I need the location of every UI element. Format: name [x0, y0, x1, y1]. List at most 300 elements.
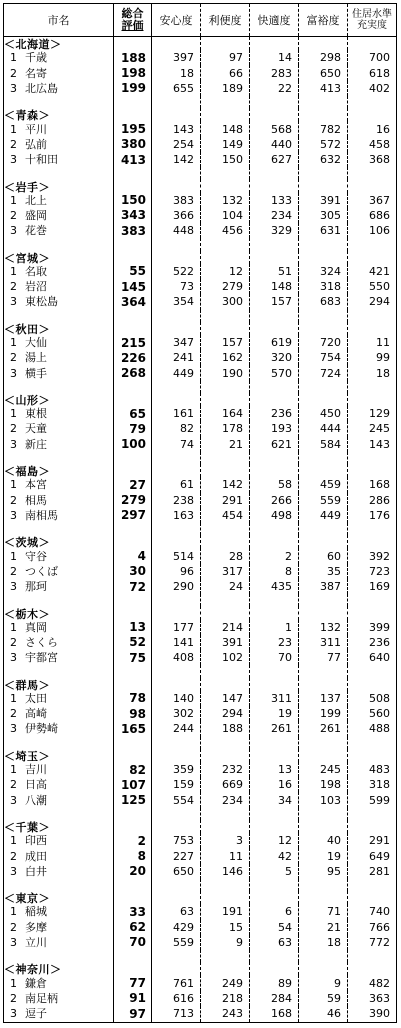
header-total-score	[114, 4, 152, 37]
safety-score: 63	[152, 904, 201, 919]
spacer-cell	[201, 950, 250, 962]
comfort-score: 498	[250, 508, 299, 523]
wealth-score: 71	[299, 904, 348, 919]
safety-score: 161	[152, 406, 201, 421]
wealth-score: 650	[299, 65, 348, 80]
header-total-line1: 総合	[121, 7, 144, 20]
empty-cell	[152, 820, 201, 833]
city-rank: 3	[10, 81, 17, 95]
wealth-score: 754	[299, 350, 348, 365]
total-score: 188	[114, 50, 152, 65]
city-name: 天童	[25, 422, 47, 436]
spacer-cell	[299, 452, 348, 464]
spacer-cell	[114, 737, 152, 749]
comfort-score: 236	[250, 406, 299, 421]
empty-cell	[152, 749, 201, 762]
table-row	[4, 335, 397, 350]
spacer-cell	[4, 665, 114, 677]
spacer-cell	[250, 523, 299, 535]
empty-cell	[250, 179, 299, 192]
empty-cell	[250, 37, 299, 51]
total-score: 107	[114, 777, 152, 792]
total-score: 364	[114, 294, 152, 309]
spacer-cell	[250, 950, 299, 962]
group-spacer	[4, 310, 397, 322]
city-rank: 1	[10, 264, 17, 278]
prefecture-name: ＜青森＞	[4, 109, 50, 122]
convenience-score: 188	[201, 721, 250, 736]
city-name: 大仙	[25, 336, 47, 350]
spacer-cell	[114, 808, 152, 820]
wealth-score: 19	[299, 848, 348, 863]
housing-score: 106	[348, 223, 397, 238]
total-score: 198	[114, 65, 152, 80]
city-cell	[4, 975, 114, 990]
spacer-cell	[4, 452, 114, 464]
wealth-score: 198	[299, 777, 348, 792]
header-housing-line2: 充実度	[357, 20, 387, 31]
city-rank: 1	[10, 478, 17, 492]
wealth-score: 391	[299, 193, 348, 208]
housing-score: 740	[348, 904, 397, 919]
table-row	[4, 477, 397, 492]
empty-cell	[250, 535, 299, 548]
city-cell	[4, 193, 114, 208]
wealth-score: 199	[299, 706, 348, 721]
empty-cell	[299, 108, 348, 121]
convenience-score: 24	[201, 579, 250, 594]
empty-cell	[348, 393, 397, 406]
city-name: 伊勢崎	[25, 722, 58, 736]
prefecture-row	[4, 962, 397, 975]
empty-cell	[114, 251, 152, 264]
group-spacer	[4, 452, 397, 464]
spacer-cell	[348, 879, 397, 891]
city-rank: 3	[10, 153, 17, 167]
total-score: 70	[114, 935, 152, 950]
housing-score: 723	[348, 564, 397, 579]
city-cell	[4, 777, 114, 792]
prefecture-row	[4, 749, 397, 762]
city-cell	[4, 406, 114, 421]
comfort-score: 148	[250, 279, 299, 294]
safety-score: 96	[152, 564, 201, 579]
spacer-cell	[201, 594, 250, 606]
city-cell	[4, 721, 114, 736]
spacer-cell	[201, 737, 250, 749]
total-score: 145	[114, 279, 152, 294]
table-row	[4, 548, 397, 563]
wealth-score: 137	[299, 691, 348, 706]
spacer-cell	[114, 167, 152, 179]
table-row	[4, 193, 397, 208]
empty-cell	[348, 464, 397, 477]
city-rank: 1	[10, 193, 17, 207]
empty-cell	[152, 891, 201, 904]
total-score: 413	[114, 152, 152, 167]
wealth-score: 40	[299, 833, 348, 848]
empty-cell	[348, 179, 397, 192]
city-name: 名寄	[25, 66, 47, 80]
convenience-score: 214	[201, 620, 250, 635]
prefecture-name: ＜福島＞	[4, 465, 50, 478]
city-name: 成田	[25, 849, 47, 863]
header-total-line2: 評価	[121, 19, 144, 32]
spacer-cell	[299, 879, 348, 891]
prefecture-row	[4, 251, 397, 264]
safety-score: 73	[152, 279, 201, 294]
city-cell	[4, 50, 114, 65]
city-rank: 1	[10, 51, 17, 65]
table-row	[4, 691, 397, 706]
safety-score: 753	[152, 833, 201, 848]
city-cell	[4, 635, 114, 650]
table-row	[4, 50, 397, 65]
table-row	[4, 792, 397, 807]
city-rank: 2	[10, 991, 17, 1005]
table-row	[4, 904, 397, 919]
empty-cell	[201, 464, 250, 477]
prefecture-name: ＜宮城＞	[4, 251, 50, 264]
housing-score: 291	[348, 833, 397, 848]
empty-cell	[250, 251, 299, 264]
total-score: 226	[114, 350, 152, 365]
spacer-cell	[250, 737, 299, 749]
total-score: 33	[114, 904, 152, 919]
city-rank: 1	[10, 763, 17, 777]
empty-cell	[114, 749, 152, 762]
city-rank: 2	[10, 564, 17, 578]
spacer-cell	[250, 310, 299, 322]
wealth-score: 720	[299, 335, 348, 350]
spacer-cell	[348, 594, 397, 606]
empty-cell	[348, 749, 397, 762]
total-score: 62	[114, 920, 152, 935]
comfort-score: 320	[250, 350, 299, 365]
wealth-score: 298	[299, 50, 348, 65]
comfort-score: 13	[250, 762, 299, 777]
housing-score: 368	[348, 152, 397, 167]
city-cell	[4, 991, 114, 1006]
empty-cell	[201, 962, 250, 975]
housing-score: 16	[348, 121, 397, 136]
spacer-cell	[201, 96, 250, 108]
total-score: 27	[114, 477, 152, 492]
wealth-score: 782	[299, 121, 348, 136]
safety-score: 650	[152, 864, 201, 879]
city-rank: 1	[10, 407, 17, 421]
convenience-score: 11	[201, 848, 250, 863]
spacer-cell	[201, 381, 250, 393]
prefecture-name: ＜北海道＞	[4, 38, 62, 51]
empty-cell	[299, 393, 348, 406]
wealth-score: 724	[299, 365, 348, 380]
empty-cell	[348, 535, 397, 548]
comfort-score: 568	[250, 121, 299, 136]
comfort-score: 22	[250, 81, 299, 96]
table-row	[4, 493, 397, 508]
safety-score: 302	[152, 706, 201, 721]
group-spacer	[4, 665, 397, 677]
city-rank: 2	[10, 635, 17, 649]
empty-cell	[114, 678, 152, 691]
comfort-score: 261	[250, 721, 299, 736]
spacer-cell	[114, 523, 152, 535]
convenience-score: 162	[201, 350, 250, 365]
convenience-score: 234	[201, 792, 250, 807]
prefecture-row	[4, 535, 397, 548]
spacer-cell	[4, 879, 114, 891]
city-cell	[4, 477, 114, 492]
empty-cell	[114, 606, 152, 619]
total-score: 383	[114, 223, 152, 238]
prefecture-name: ＜山形＞	[4, 394, 50, 407]
city-rank: 2	[10, 280, 17, 294]
empty-cell	[114, 891, 152, 904]
safety-score: 244	[152, 721, 201, 736]
empty-cell	[152, 678, 201, 691]
convenience-score: 279	[201, 279, 250, 294]
table-row	[4, 223, 397, 238]
comfort-score: 329	[250, 223, 299, 238]
city-cell	[4, 365, 114, 380]
city-rank: 1	[10, 336, 17, 350]
prefecture-row	[4, 606, 397, 619]
city-cell	[4, 437, 114, 452]
housing-score: 129	[348, 406, 397, 421]
city-rank: 2	[10, 920, 17, 934]
housing-score: 550	[348, 279, 397, 294]
city-cell	[4, 137, 114, 152]
total-score: 2	[114, 833, 152, 848]
city-name: 盛岡	[25, 208, 47, 222]
spacer-cell	[250, 594, 299, 606]
city-name: 千歳	[25, 51, 47, 65]
spacer-cell	[299, 96, 348, 108]
housing-score: 318	[348, 777, 397, 792]
table-row	[4, 421, 397, 436]
safety-score: 82	[152, 421, 201, 436]
city-name: 太田	[25, 691, 47, 705]
city-cell	[4, 579, 114, 594]
prefecture-name: ＜茨城＞	[4, 536, 50, 549]
wealth-score: 584	[299, 437, 348, 452]
wealth-score: 459	[299, 477, 348, 492]
comfort-score: 54	[250, 920, 299, 935]
spacer-cell	[152, 310, 201, 322]
housing-score: 286	[348, 493, 397, 508]
comfort-score: 435	[250, 579, 299, 594]
city-name: 北上	[25, 193, 47, 207]
safety-score: 366	[152, 208, 201, 223]
total-score: 343	[114, 208, 152, 223]
empty-cell	[299, 962, 348, 975]
comfort-score: 16	[250, 777, 299, 792]
convenience-score: 391	[201, 635, 250, 650]
city-name: 高崎	[25, 707, 47, 721]
comfort-score: 1	[250, 620, 299, 635]
spacer-cell	[299, 950, 348, 962]
housing-score: 99	[348, 350, 397, 365]
empty-cell	[114, 464, 152, 477]
city-cell	[4, 935, 114, 950]
prefecture-name: ＜神奈川＞	[4, 963, 62, 976]
city-rank: 3	[10, 224, 17, 238]
spacer-cell	[4, 523, 114, 535]
header-comfort: 快適度	[250, 4, 299, 37]
housing-score: 483	[348, 762, 397, 777]
empty-cell	[299, 535, 348, 548]
city-name: 北広島	[25, 81, 58, 95]
comfort-score: 133	[250, 193, 299, 208]
prefecture-name: ＜栃木＞	[4, 607, 50, 620]
safety-score: 383	[152, 193, 201, 208]
spacer-cell	[348, 523, 397, 535]
comfort-score: 627	[250, 152, 299, 167]
total-score: 165	[114, 721, 152, 736]
city-name: 湯上	[25, 351, 47, 365]
prefecture-name: ＜千葉＞	[4, 821, 50, 834]
table-row	[4, 208, 397, 223]
spacer-cell	[348, 665, 397, 677]
wealth-score: 318	[299, 279, 348, 294]
wealth-score: 324	[299, 264, 348, 279]
housing-score: 168	[348, 477, 397, 492]
spacer-cell	[152, 523, 201, 535]
table-row	[4, 350, 397, 365]
table-row	[4, 121, 397, 136]
prefecture-row	[4, 820, 397, 833]
comfort-score: 42	[250, 848, 299, 863]
city-name: 東根	[25, 407, 47, 421]
empty-cell	[250, 108, 299, 121]
wealth-score: 311	[299, 635, 348, 650]
spacer-cell	[250, 238, 299, 250]
table-row	[4, 65, 397, 80]
empty-cell	[299, 891, 348, 904]
spacer-cell	[152, 381, 201, 393]
housing-score: 143	[348, 437, 397, 452]
comfort-score: 63	[250, 935, 299, 950]
total-score: 97	[114, 1006, 152, 1023]
wealth-score: 444	[299, 421, 348, 436]
comfort-score: 89	[250, 975, 299, 990]
city-name: 那珂	[25, 580, 47, 594]
total-score: 125	[114, 792, 152, 807]
safety-score: 448	[152, 223, 201, 238]
convenience-score: 15	[201, 920, 250, 935]
group-spacer	[4, 808, 397, 820]
city-name: さくら	[25, 635, 58, 649]
wealth-score: 559	[299, 493, 348, 508]
safety-score: 227	[152, 848, 201, 863]
table-row	[4, 564, 397, 579]
spacer-cell	[114, 381, 152, 393]
housing-score: 772	[348, 935, 397, 950]
city-rank: 2	[10, 849, 17, 863]
convenience-score: 150	[201, 152, 250, 167]
housing-score: 508	[348, 691, 397, 706]
safety-score: 655	[152, 81, 201, 96]
city-rank: 1	[10, 122, 17, 136]
spacer-cell	[299, 808, 348, 820]
city-rank: 1	[10, 905, 17, 919]
spacer-cell	[348, 808, 397, 820]
convenience-score: 232	[201, 762, 250, 777]
city-name: 稲城	[25, 905, 47, 919]
wealth-score: 18	[299, 935, 348, 950]
safety-score: 238	[152, 493, 201, 508]
empty-cell	[299, 322, 348, 335]
group-spacer	[4, 879, 397, 891]
table-row	[4, 294, 397, 309]
city-name: 多摩	[25, 920, 47, 934]
comfort-score: 157	[250, 294, 299, 309]
city-cell	[4, 279, 114, 294]
spacer-cell	[250, 96, 299, 108]
convenience-score: 147	[201, 691, 250, 706]
wealth-score: 95	[299, 864, 348, 879]
empty-cell	[299, 606, 348, 619]
spacer-cell	[250, 665, 299, 677]
empty-cell	[152, 108, 201, 121]
empty-cell	[201, 678, 250, 691]
spacer-cell	[114, 452, 152, 464]
city-cell	[4, 548, 114, 563]
city-rank: 3	[10, 935, 17, 949]
safety-score: 290	[152, 579, 201, 594]
city-name: つくば	[25, 564, 58, 578]
spacer-cell	[348, 96, 397, 108]
total-score: 82	[114, 762, 152, 777]
total-score: 195	[114, 121, 152, 136]
table-row	[4, 620, 397, 635]
empty-cell	[201, 251, 250, 264]
safety-score: 514	[152, 548, 201, 563]
comfort-score: 168	[250, 1006, 299, 1023]
empty-cell	[114, 108, 152, 121]
safety-score: 18	[152, 65, 201, 80]
wealth-score: 77	[299, 650, 348, 665]
empty-cell	[114, 179, 152, 192]
convenience-score: 164	[201, 406, 250, 421]
spacer-cell	[201, 452, 250, 464]
safety-score: 159	[152, 777, 201, 792]
empty-cell	[201, 749, 250, 762]
city-cell	[4, 1006, 114, 1023]
empty-cell	[348, 251, 397, 264]
empty-cell	[201, 535, 250, 548]
comfort-score: 440	[250, 137, 299, 152]
city-cell	[4, 762, 114, 777]
city-name: 弘前	[25, 137, 47, 151]
spacer-cell	[250, 808, 299, 820]
housing-score: 294	[348, 294, 397, 309]
total-score: 150	[114, 193, 152, 208]
spacer-cell	[299, 665, 348, 677]
convenience-score: 3	[201, 833, 250, 848]
table-row	[4, 279, 397, 294]
city-cell	[4, 620, 114, 635]
comfort-score: 70	[250, 650, 299, 665]
empty-cell	[299, 251, 348, 264]
wealth-score: 387	[299, 579, 348, 594]
empty-cell	[299, 820, 348, 833]
spacer-cell	[201, 310, 250, 322]
total-score: 98	[114, 706, 152, 721]
comfort-score: 34	[250, 792, 299, 807]
wealth-score: 632	[299, 152, 348, 167]
